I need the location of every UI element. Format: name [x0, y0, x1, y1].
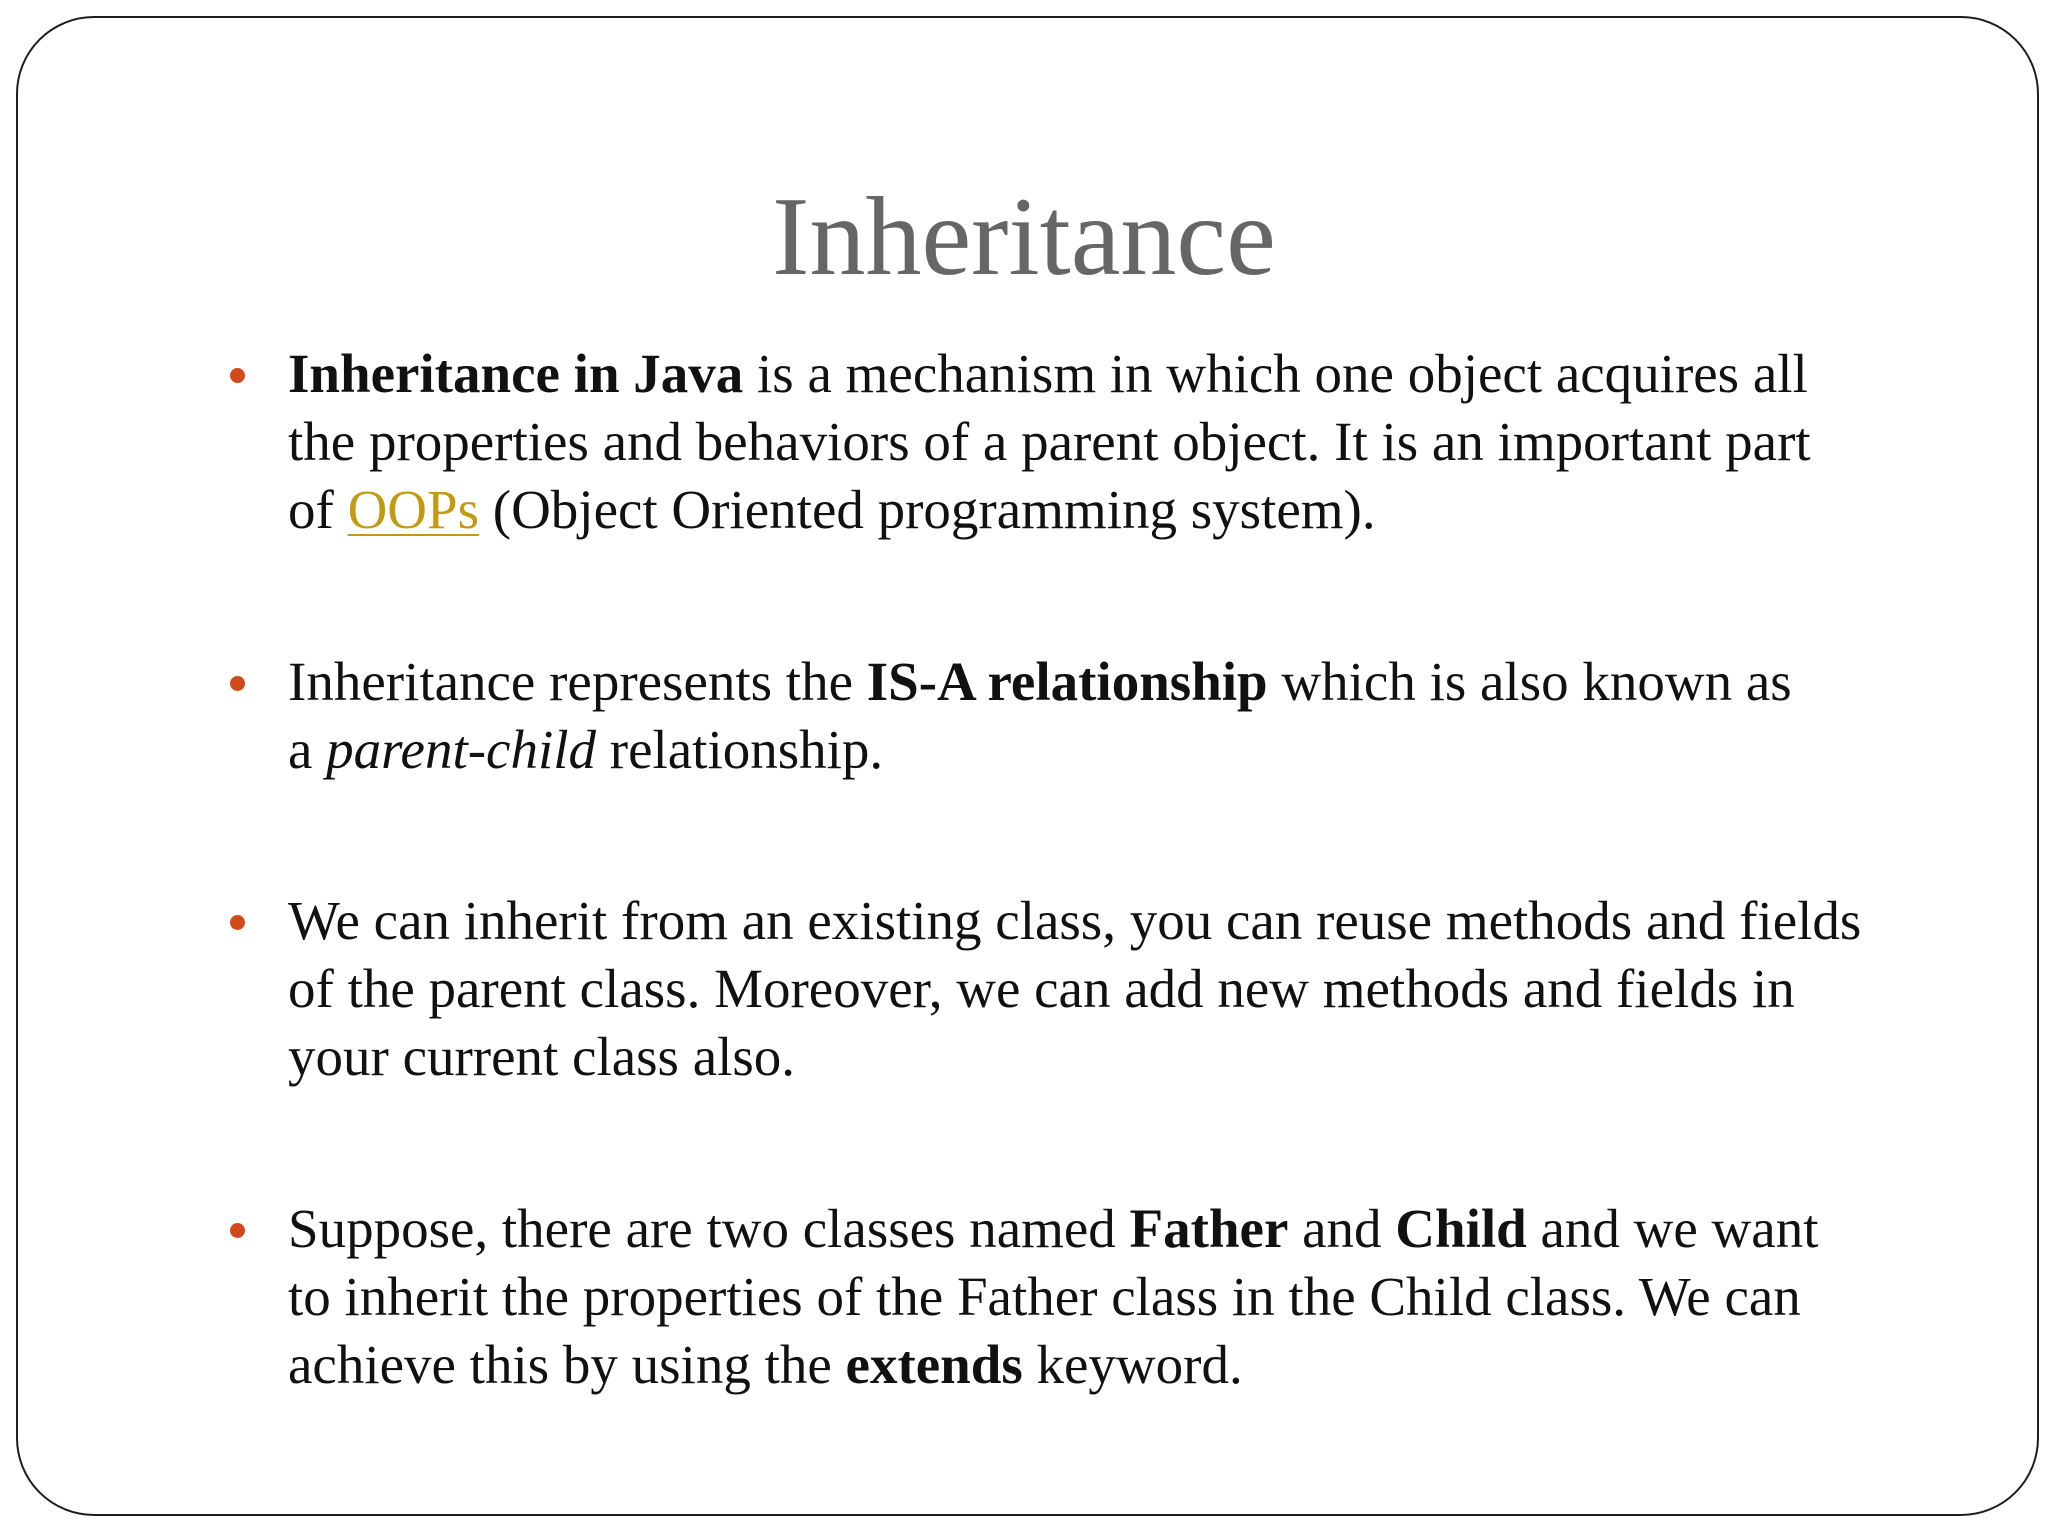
- bullet-dot-icon: [230, 368, 245, 383]
- bullet-line: [288, 1263, 1948, 1331]
- bullet-line: [288, 340, 1948, 408]
- bullet-dot-icon: [230, 1223, 245, 1238]
- bold-term: Inheritance in Java: [288, 343, 744, 404]
- text-run: the properties and behaviors of a parent object. It is an important part: [288, 411, 1811, 472]
- bullet-dot-icon: [230, 915, 245, 930]
- bold-term: extends: [845, 1334, 1023, 1395]
- bold-term: IS-A relationship: [866, 651, 1268, 712]
- text-run: and we want: [1526, 1198, 1819, 1259]
- text-run: to inherit the properties of the Father class in the Child class. We can: [288, 1266, 1801, 1327]
- bullet-line: [288, 476, 1948, 544]
- text-run: (Object Oriented programming system).: [479, 479, 1376, 540]
- italic-term: parent-child: [326, 719, 597, 780]
- bullet-dot-icon: [230, 676, 245, 691]
- text-run: a: [288, 719, 327, 780]
- text-run: of: [288, 479, 348, 540]
- text-run: of the parent class. Moreover, we can add new methods and fields in: [288, 958, 1795, 1019]
- text-run: keyword.: [1022, 1334, 1243, 1395]
- text-run: is a mechanism in which one object acquires all: [743, 343, 1808, 404]
- bullet-text: [288, 340, 1948, 544]
- bullet-line: [288, 716, 1948, 784]
- text-run: We can inherit from an existing class, you can reuse methods and fields: [288, 890, 1862, 951]
- bullet-line: [288, 1023, 1948, 1091]
- bullet-line: [288, 955, 1948, 1023]
- text-run: achieve this by using the: [288, 1334, 846, 1395]
- bullet-text: [288, 887, 1948, 1091]
- text-run: relationship.: [596, 719, 884, 780]
- text-run: your current class also.: [288, 1026, 796, 1087]
- bold-term: Child: [1395, 1198, 1527, 1259]
- text-run: which is also known as: [1267, 651, 1792, 712]
- oops-link[interactable]: OOPs: [347, 479, 480, 540]
- slide-title: Inheritance: [772, 175, 1276, 299]
- text-run: Inheritance represents the: [288, 651, 867, 712]
- bullet-line: [288, 887, 1948, 955]
- text-run: Suppose, there are two classes named: [288, 1198, 1130, 1259]
- bullet-text: [288, 1195, 1948, 1399]
- bullet-line: [288, 1331, 1948, 1399]
- bold-term: Father: [1129, 1198, 1289, 1259]
- bullet-line: [288, 648, 1948, 716]
- bullet-line: [288, 408, 1948, 476]
- bullet-text: [288, 648, 1948, 784]
- bullet-line: [288, 1195, 1948, 1263]
- text-run: and: [1288, 1198, 1396, 1259]
